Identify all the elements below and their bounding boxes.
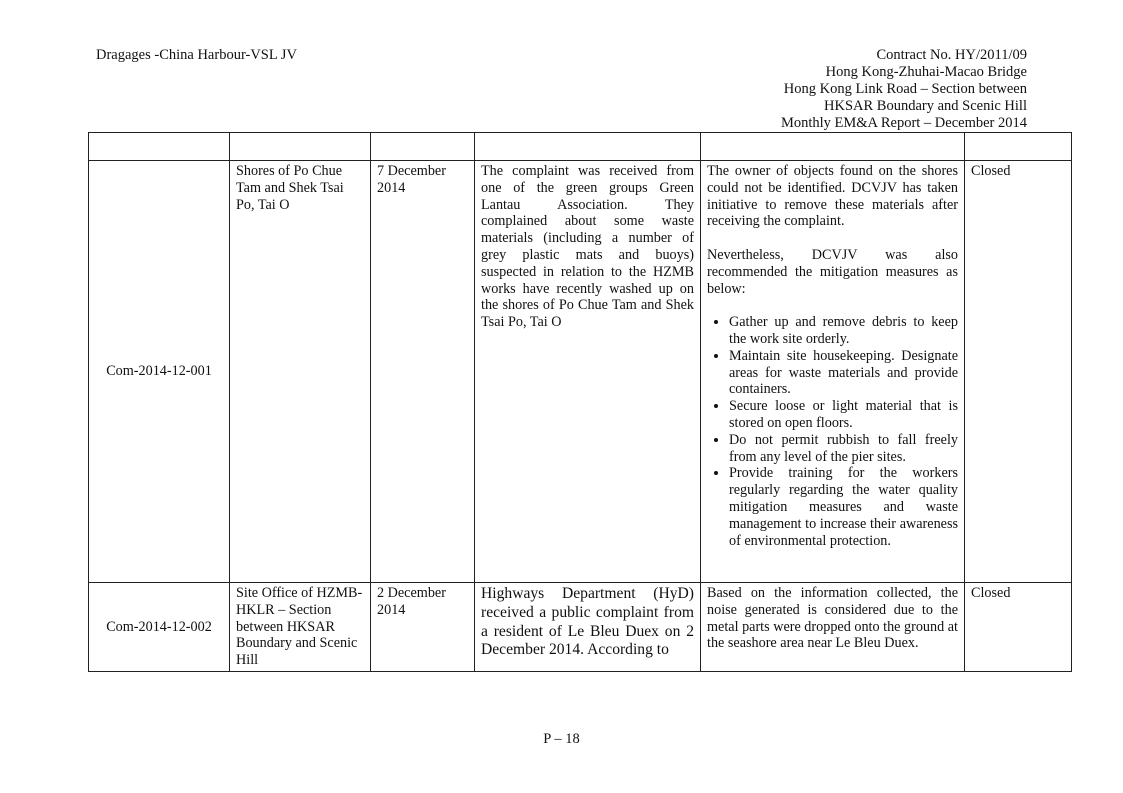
investigation-paragraph: The owner of objects found on the shores could not be identified. DCVJV has taken initiative to remove these materials after receiving the complaint. (707, 163, 958, 230)
list-item: • Maintain site housekeeping. Designate areas for waste materials and provide containers. (729, 348, 958, 398)
complaint-id: Com-2014-12-002 (89, 583, 230, 672)
header-contract-info (781, 47, 1027, 132)
header-line: Hong Kong Link Road – Section between (783, 81, 1027, 97)
complaint-status: Closed (965, 161, 1072, 583)
complaint-details: The complaint was received from one of the green groups Green Lantau Association. They complained about some waste materials (including a number of grey plastic mats and buoys) suspected in relation to the HZMB works have recently washed up on the shores of Po Chue Tam and Shek Tsai Po, Tai O (475, 161, 701, 583)
page-number: P – 18 (543, 731, 580, 747)
header-line: Monthly EM&A Report – December 2014 (780, 115, 1027, 131)
header-line: Contract No. HY/2011/09 (876, 47, 1027, 63)
complaint-location: Shores of Po Chue Tam and Shek Tsai Po, Tai O (230, 161, 371, 583)
table-row (89, 583, 1072, 672)
list-item: • Gather up and remove debris to keep the work site orderly. (729, 314, 958, 348)
complaint-date: 2 December 2014 (371, 583, 475, 672)
investigation-paragraph: Nevertheless, DCVJV was also recommended the mitigation measures as below: (707, 246, 958, 297)
header-company: Dragages -China Harbour-VSL JV (96, 47, 297, 63)
header-line: HKSAR Boundary and Scenic Hill (824, 98, 1027, 114)
empty-header-cell (89, 133, 230, 161)
table-row (89, 161, 1072, 583)
empty-header-cell (230, 133, 371, 161)
mitigation-list (707, 314, 958, 549)
list-item: • Do not permit rubbish to fall freely from any level of the pier sites. (729, 432, 958, 466)
complaint-date: 7 December 2014 (371, 161, 475, 583)
empty-header-cell (371, 133, 475, 161)
table-header-row (89, 133, 1072, 161)
complaint-details: Highways Department (HyD) received a public complaint from a resident of Le Bleu Duex on 2 December 2014. According to (475, 583, 701, 672)
empty-header-cell (475, 133, 701, 161)
empty-header-cell (701, 133, 965, 161)
empty-header-cell (965, 133, 1072, 161)
complaint-location: Site Office of HZMB-HKLR – Section between HKSAR Boundary and Scenic Hill (230, 583, 371, 672)
header-line: Hong Kong-Zhuhai-Macao Bridge (825, 64, 1027, 80)
complaint-status: Closed (965, 583, 1072, 672)
list-item: • Provide training for the workers regularly regarding the water quality mitigation measures and waste management to increase their awareness of environmental protection. (729, 465, 958, 549)
complaint-id: Com-2014-12-001 (89, 161, 230, 583)
list-item: • Secure loose or light material that is stored on open floors. (729, 398, 958, 432)
complaint-log-table (88, 132, 1072, 672)
investigation-cell (701, 161, 965, 583)
investigation-paragraph: Based on the information collected, the noise generated is considered due to the metal parts were dropped onto the ground at the seashore area near Le Bleu Duex. (701, 583, 965, 672)
